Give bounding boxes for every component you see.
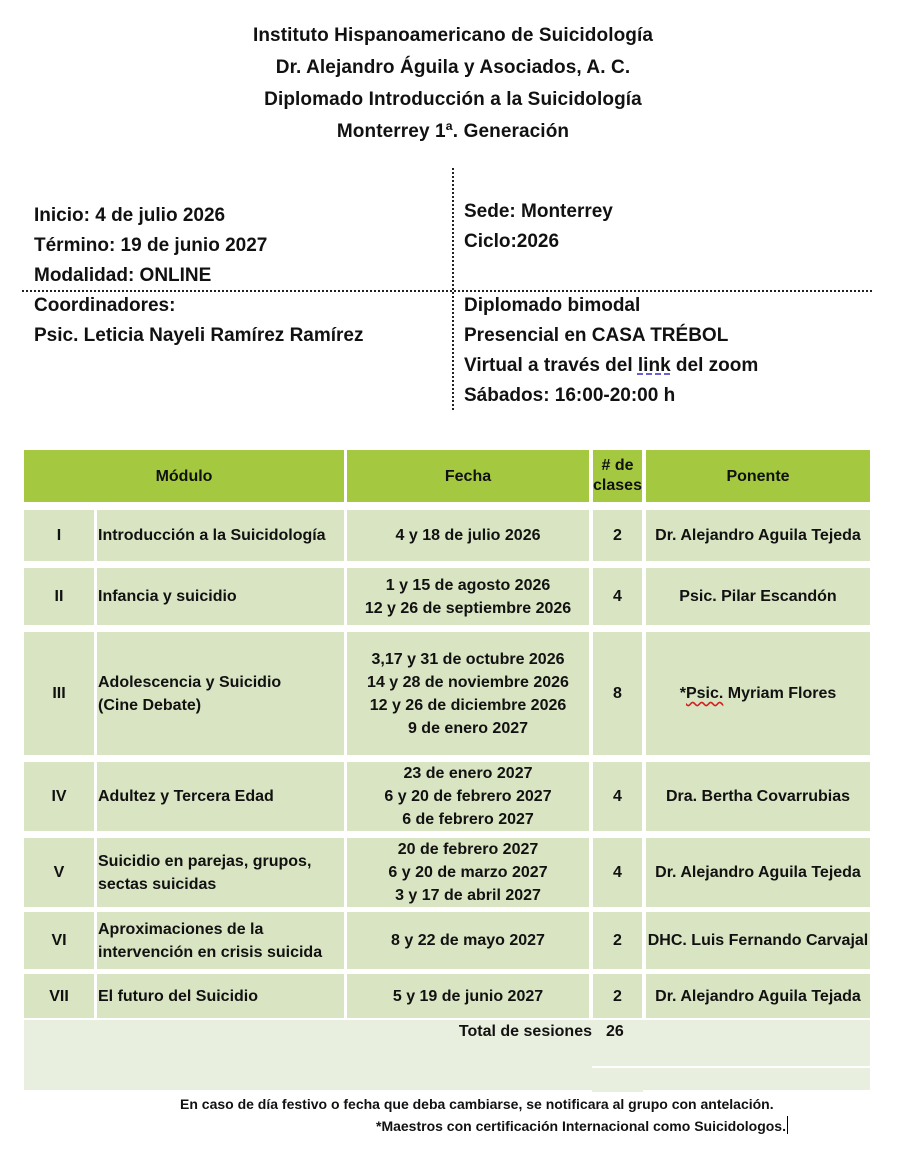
total-row-extension [592,1068,643,1092]
virtual-text-post: del zoom [670,355,759,376]
certified-asterisk: * [679,685,686,702]
schedule: Sábados: 16:00-20:00 h [464,385,676,406]
document-title-block [0,20,906,148]
holiday-note: En caso de día festivo o fecha que deba cambiarse, se notificara al grupo con antelación. [180,1096,774,1112]
speaker-name-rest: Myriam Flores [723,685,837,702]
class-count: 4 [593,762,642,831]
module-number: IV [24,762,94,831]
date-line: 6 y 20 de marzo 2027 [388,864,548,881]
speaker: Psic. Pilar Escandón [646,568,870,625]
header-ponente: Ponente [646,450,870,502]
module-name-line: Aproximaciones de la [98,920,264,938]
info-coordinators-block [34,291,364,351]
module-name-line: sectas suicidas [98,875,217,893]
class-count: 4 [593,838,642,907]
module-number: II [24,568,94,625]
module-name: Infancia y suicidio [97,568,344,625]
module-name-line: (Cine Debate) [98,696,202,714]
speaker: Dr. Alejandro Aguila Tejeda [646,510,870,561]
module-name [97,912,344,969]
format-label: Diplomado bimodal [464,295,641,316]
date-line: 23 de enero 2027 [403,765,533,782]
speaker: Dr. Alejandro Aguila Tejada [646,974,870,1018]
date-line: 1 y 15 de agosto 2026 [385,576,551,594]
class-count: 2 [593,974,642,1018]
date-line: 12 y 26 de diciembre 2026 [369,696,567,714]
module-dates: 5 y 19 de junio 2027 [347,974,589,1018]
speaker: DHC. Luis Fernando Carvajal [646,912,870,969]
vertical-dotted-divider [452,168,454,410]
module-name: Introducción a la Suicidología [97,510,344,561]
header-clases [593,450,642,502]
date-line: 6 de febrero 2027 [402,811,534,828]
module-number: III [24,632,94,755]
module-dates: 4 y 18 de julio 2026 [347,510,589,561]
zoom-link-word: link [637,355,671,376]
coordinator-name: Psic. Leticia Nayeli Ramírez Ramírez [34,325,364,346]
speaker: Dr. Alejandro Aguila Tejeda [646,838,870,907]
module-dates [347,762,589,831]
in-person-location: Presencial en CASA TRÉBOL [464,325,729,346]
speaker [646,632,870,755]
info-dates-block [34,201,267,291]
total-sessions-value: 26 [606,1023,624,1040]
certification-note [376,1115,788,1137]
organization-name: Dr. Alejandro Águila y Asociados, A. C. [275,57,631,78]
module-dates [347,838,589,907]
generation-label: Monterrey 1ª. Generación [336,121,570,142]
module-number: V [24,838,94,907]
module-name: El futuro del Suicidio [97,974,344,1018]
module-name-line: Suicidio en parejas, grupos, [98,852,312,870]
info-venue-block [464,197,613,257]
date-line: 20 de febrero 2027 [397,841,539,858]
virtual-text-pre: Virtual a través del [464,355,638,376]
venue: Sede: Monterrey [464,201,613,222]
class-count: 2 [593,510,642,561]
institute-name: Instituto Hispanoamericano de Suicidología [252,25,654,46]
module-number: VI [24,912,94,969]
module-number: VII [24,974,94,1018]
text-cursor [787,1116,788,1134]
speaker: Dra. Bertha Covarrubias [646,762,870,831]
date-line: 3,17 y 31 de octubre 2026 [371,650,565,668]
coordinators-label: Coordinadores: [34,295,176,316]
date-line: 9 de enero 2027 [407,719,529,737]
header-clases-line2: clases [593,477,642,494]
module-name [97,838,344,907]
date-line: 14 y 28 de noviembre 2026 [367,673,569,691]
date-line: 12 y 26 de septiembre 2026 [364,599,572,617]
info-format-block [464,291,758,411]
end-date: Término: 19 de junio 2027 [34,235,268,256]
modality: Modalidad: ONLINE [34,265,212,286]
module-name-line: intervención en crisis suicida [98,943,323,961]
class-count: 8 [593,632,642,755]
class-count: 2 [593,912,642,969]
date-line: 6 y 20 de febrero 2027 [384,788,552,805]
header-modulo: Módulo [24,450,344,502]
module-name-line: Adolescencia y Suicidio [98,673,282,691]
cycle: Ciclo:2026 [464,231,560,252]
certification-note-text: *Maestros con certificación Internacional como Suicidologos. [376,1118,786,1134]
course-name: Diplomado Introducción a la Suicidología [264,89,642,110]
module-number: I [24,510,94,561]
spellcheck-flagged-word: Psic. [685,685,724,702]
module-dates: 8 y 22 de mayo 2027 [347,912,589,969]
total-sessions-label: Total de sesiones [458,1023,592,1040]
header-clases-line1: # de [601,457,634,474]
module-name: Adultez y Tercera Edad [97,762,344,831]
date-line: 3 y 17 de abril 2027 [395,887,541,904]
header-fecha: Fecha [347,450,589,502]
module-dates [347,568,589,625]
virtual-line [464,351,758,381]
class-count: 4 [593,568,642,625]
module-dates [347,632,589,755]
module-name [97,632,344,755]
start-date: Inicio: 4 de julio 2026 [34,205,226,226]
